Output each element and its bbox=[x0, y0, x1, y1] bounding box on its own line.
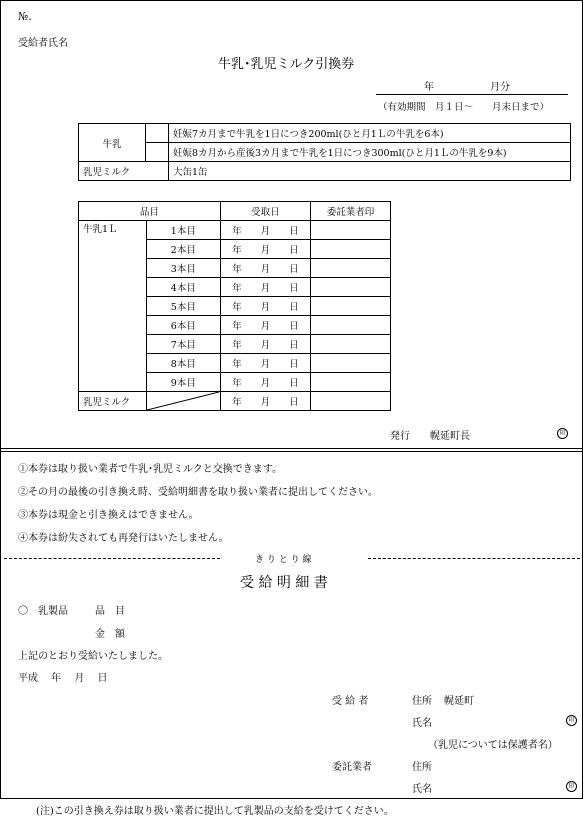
contractor-label: 委託業者 bbox=[332, 762, 372, 773]
number-label: №. bbox=[18, 10, 32, 23]
contractor-address-label: 住所 bbox=[412, 762, 432, 773]
bottle-label: 1本目 bbox=[146, 221, 220, 240]
seal-cell bbox=[310, 297, 390, 316]
infant-milk-item-label: 乳児ミルク bbox=[79, 392, 147, 411]
contractor-name-label: 氏名 bbox=[412, 784, 432, 795]
seal-cell bbox=[310, 354, 390, 373]
page-title: 牛乳･乳児ミルク引換券 bbox=[218, 57, 355, 72]
cut-line-left bbox=[4, 558, 220, 559]
recipient-seal-icon: 印 bbox=[566, 715, 577, 726]
seal-cell bbox=[310, 335, 390, 354]
milk-entitlement-table bbox=[78, 123, 571, 181]
date-cell: 年 月 日 bbox=[220, 240, 310, 259]
cut-line-label: き り と り 線 bbox=[255, 555, 312, 565]
amount-label: 金 額 bbox=[95, 629, 125, 640]
date-cell: 年 月 日 bbox=[220, 392, 310, 411]
issuer-name: 幌延町長 bbox=[430, 431, 470, 442]
divider-line bbox=[0, 451, 583, 452]
cut-line-right bbox=[368, 558, 580, 559]
note-3: ③本券は現金と引き換えはできません。 bbox=[18, 510, 199, 521]
note-2: ②その月の最後の引き換え時、受給明細書を取り扱い業者に提出してください。 bbox=[18, 487, 378, 498]
issuer-label: 発行 bbox=[390, 431, 410, 442]
milk-row-2: 妊娠8カ月から産後3カ月まで牛乳を1日につき300ml(ひと月1Ｌの牛乳を9本) bbox=[169, 143, 571, 162]
col-header-seal: 委託業者印 bbox=[310, 202, 390, 221]
date-cell: 年 月 日 bbox=[220, 259, 310, 278]
receipt-log-table bbox=[78, 201, 391, 411]
diagonal-cell bbox=[146, 392, 220, 411]
receipt-statement: 上記のとおり受給いたしました。 bbox=[18, 651, 168, 662]
col-header-item: 品目 bbox=[79, 202, 221, 221]
bottle-label: 7本目 bbox=[146, 335, 220, 354]
month-label: 月分 bbox=[490, 82, 510, 93]
milk-label: 牛乳 bbox=[79, 124, 146, 162]
validity-period: （有効期間 月１日～ 月末日まで） bbox=[378, 102, 550, 113]
diagonal-line bbox=[147, 392, 219, 410]
recipient-address-label: 住所 bbox=[412, 696, 432, 707]
recipient-name-field-label: 氏名 bbox=[412, 718, 432, 729]
bottle-label: 9本目 bbox=[146, 373, 220, 392]
date-cell: 年 月 日 bbox=[220, 221, 310, 240]
seal-cell bbox=[310, 259, 390, 278]
bottle-label: 5本目 bbox=[146, 297, 220, 316]
seal-cell bbox=[310, 316, 390, 335]
note-4: ④本券は紛失されても再発行はいたしません。 bbox=[18, 533, 229, 544]
period-underline bbox=[376, 94, 568, 95]
recipient-address-value: 幌延町 bbox=[444, 696, 474, 707]
contractor-seal-icon: 印 bbox=[566, 781, 577, 792]
col-header-date: 受取日 bbox=[220, 202, 310, 221]
issuer-seal-icon: 印 bbox=[557, 428, 568, 439]
date-cell: 年 月 日 bbox=[220, 354, 310, 373]
date-cell: 年 月 日 bbox=[220, 297, 310, 316]
bottle-label: 3本目 bbox=[146, 259, 220, 278]
milk-item-label: 牛乳1Ｌ bbox=[79, 221, 147, 392]
infant-milk-value: 大缶1缶 bbox=[169, 162, 571, 181]
date-cell: 年 月 日 bbox=[220, 316, 310, 335]
seal-cell bbox=[310, 240, 390, 259]
date-cell: 年 月 日 bbox=[220, 373, 310, 392]
guardian-note: （乳児については保護者名） bbox=[428, 740, 558, 751]
year-label: 年 bbox=[424, 82, 434, 93]
seal-cell bbox=[310, 373, 390, 392]
bottle-label: 2本目 bbox=[146, 240, 220, 259]
bottle-label: 4本目 bbox=[146, 278, 220, 297]
receipt-date: 平成 年 月 日 bbox=[18, 673, 108, 684]
divider-line bbox=[0, 448, 583, 449]
seal-cell bbox=[310, 221, 390, 240]
dairy-label: 〇 乳製品 bbox=[18, 606, 68, 617]
date-cell: 年 月 日 bbox=[220, 335, 310, 354]
footer-note: (注)この引き換え券は取り扱い業者に提出して乳製品の支給を受けてください。 bbox=[36, 806, 394, 817]
recipient-label: 受 給 者 bbox=[332, 696, 369, 707]
receipt-title: 受 給 明 細 書 bbox=[240, 575, 328, 591]
recipient-name-label: 受給者氏名 bbox=[18, 38, 68, 49]
seal-cell bbox=[310, 392, 390, 411]
bottle-label: 8本目 bbox=[146, 354, 220, 373]
date-cell: 年 月 日 bbox=[220, 278, 310, 297]
item-label: 品 目 bbox=[95, 606, 125, 617]
bottle-label: 6本目 bbox=[146, 316, 220, 335]
milk-row-1: 妊娠7カ月まで牛乳を1日につき200ml(ひと月1Ｌの牛乳を6本) bbox=[169, 124, 571, 143]
infant-milk-label: 乳児ミルク bbox=[79, 162, 169, 181]
note-1: ①本券は取り扱い業者で牛乳･乳児ミルクと交換できます。 bbox=[18, 464, 282, 475]
seal-cell bbox=[310, 278, 390, 297]
